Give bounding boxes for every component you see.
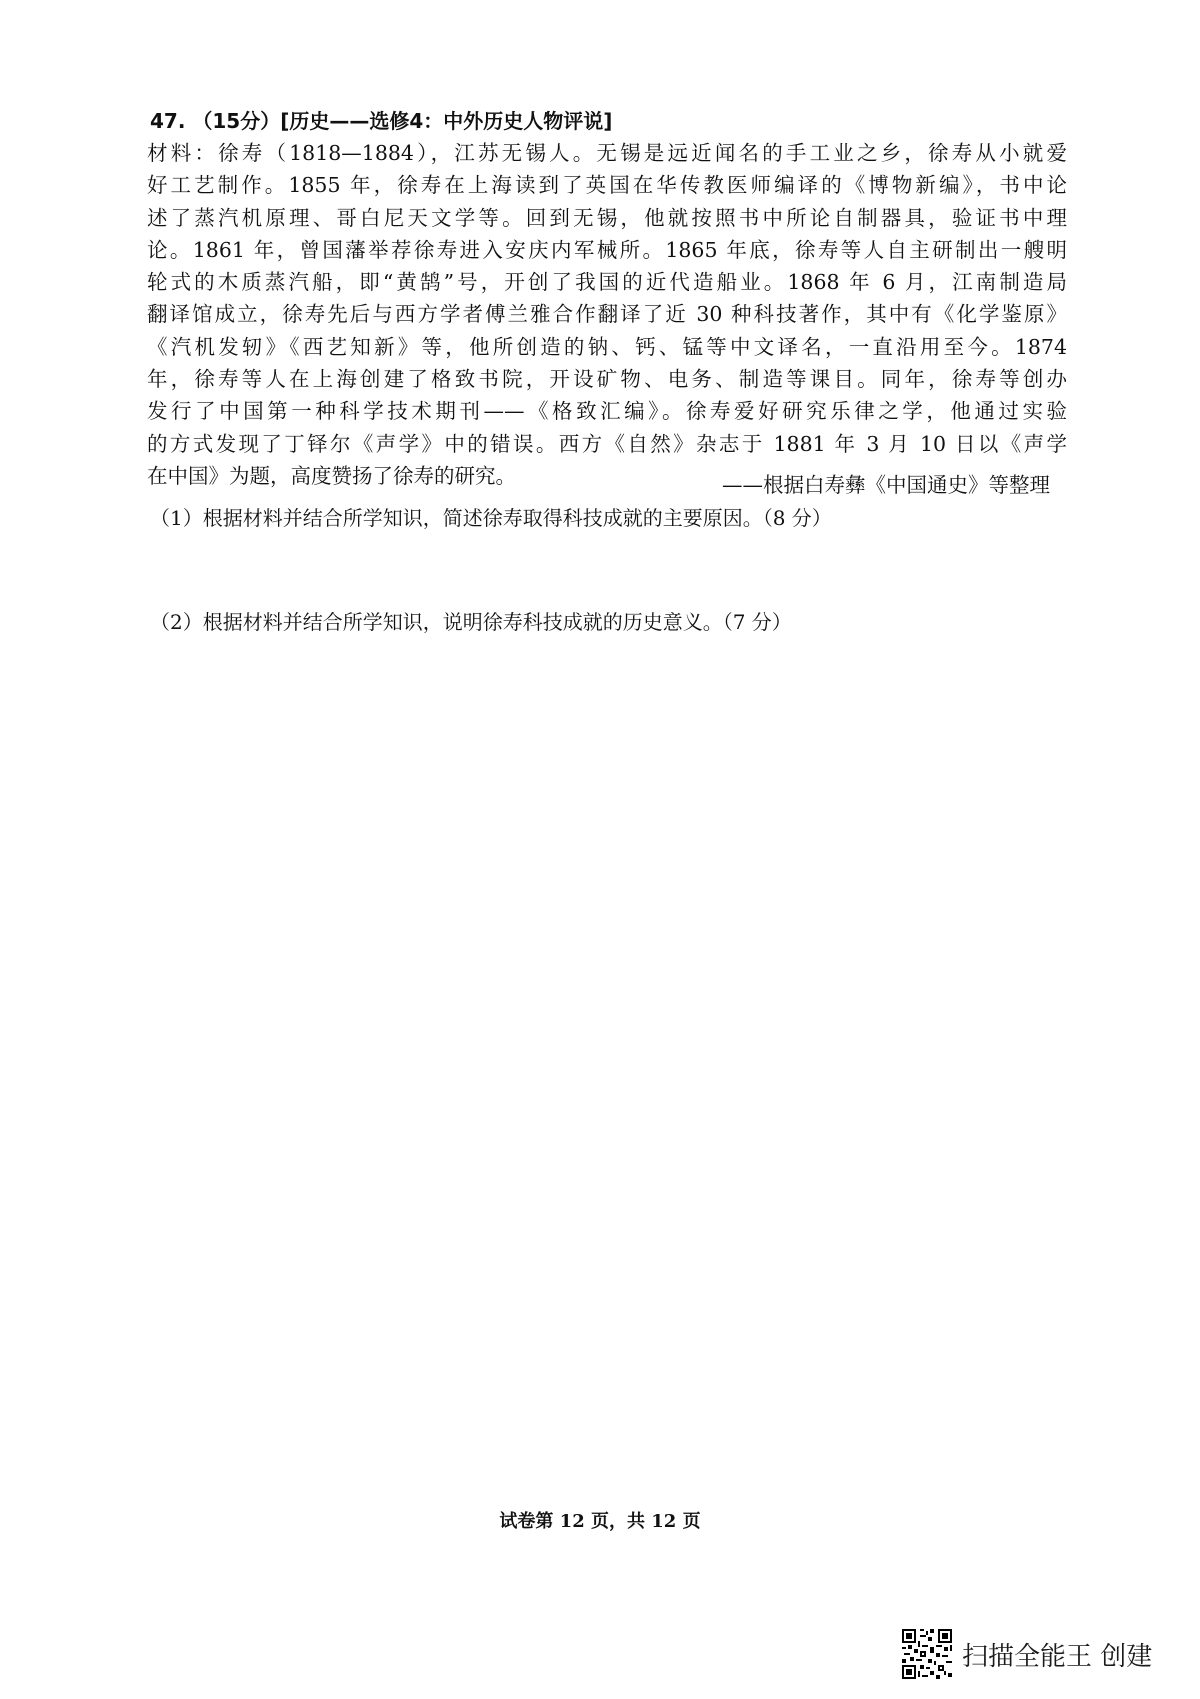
watermark-text: 扫描全能王 创建 bbox=[962, 1641, 1153, 1672]
qr-code-icon bbox=[902, 1629, 952, 1679]
page-number: 试卷第 12 页，共 12 页 bbox=[499, 1511, 701, 1532]
material-line: 好工艺制作。1855 年，徐寿在上海读到了英国在华传教医师编译的《博物新编》，书中论 bbox=[147, 173, 1067, 198]
sub-question-1: （1）根据材料并结合所学知识，简述徐寿取得科技成就的主要原因。（8 分） bbox=[150, 506, 832, 530]
material-passage bbox=[147, 137, 1067, 492]
material-line: 材料：徐寿（1818—1884），江苏无锡人。无锡是远近闻名的手工业之乡，徐寿从小就爱 bbox=[147, 141, 1067, 165]
material-line: 论。1861 年，曾国藩举荐徐寿进入安庆内军械所。1865 年底，徐寿等人自主研制出一艘明 bbox=[147, 237, 1067, 262]
material-line: 《汽机发轫》《西艺知新》等，他所创造的钠、钙、锰等中文译名，一直沿用至今。1874 bbox=[147, 334, 1067, 359]
material-line: 翻译馆成立，徐寿先后与西方学者傅兰雅合作翻译了近 30 种科技著作，其中有《化学鉴原》 bbox=[147, 302, 1067, 327]
question-header: 47. （15分）[历史——选修4：中外历史人物评说] bbox=[150, 109, 613, 133]
material-line: 轮式的木质蒸汽船，即“黄鹄”号，开创了我国的近代造船业。1868 年 6 月，江南制造局 bbox=[147, 270, 1067, 295]
material-line: 述了蒸汽机原理、哥白尼天文学等。回到无锡，他就按照书中所论自制器具，验证书中理 bbox=[147, 205, 1067, 230]
material-line: 发行了中国第一种科学技术期刊——《格致汇编》。徐寿爱好研究乐律之学，他通过实验 bbox=[147, 399, 1067, 424]
material-line: 在中国》为题，高度赞扬了徐寿的研究。 bbox=[147, 463, 516, 488]
material-line: 的方式发现了丁铎尔《声学》中的错误。西方《自然》杂志于 1881 年 3 月 10 日以《声学 bbox=[147, 431, 1067, 456]
sub-question-2: （2）根据材料并结合所学知识，说明徐寿科技成就的历史意义。（7 分） bbox=[150, 610, 792, 634]
scanner-watermark bbox=[902, 1628, 1152, 1680]
material-source: ——根据白寿彝《中国通史》等整理 bbox=[722, 473, 1050, 497]
material-line: 年，徐寿等人在上海创建了格致书院，开设矿物、电务、制造等课目。同年，徐寿等创办 bbox=[147, 367, 1067, 392]
